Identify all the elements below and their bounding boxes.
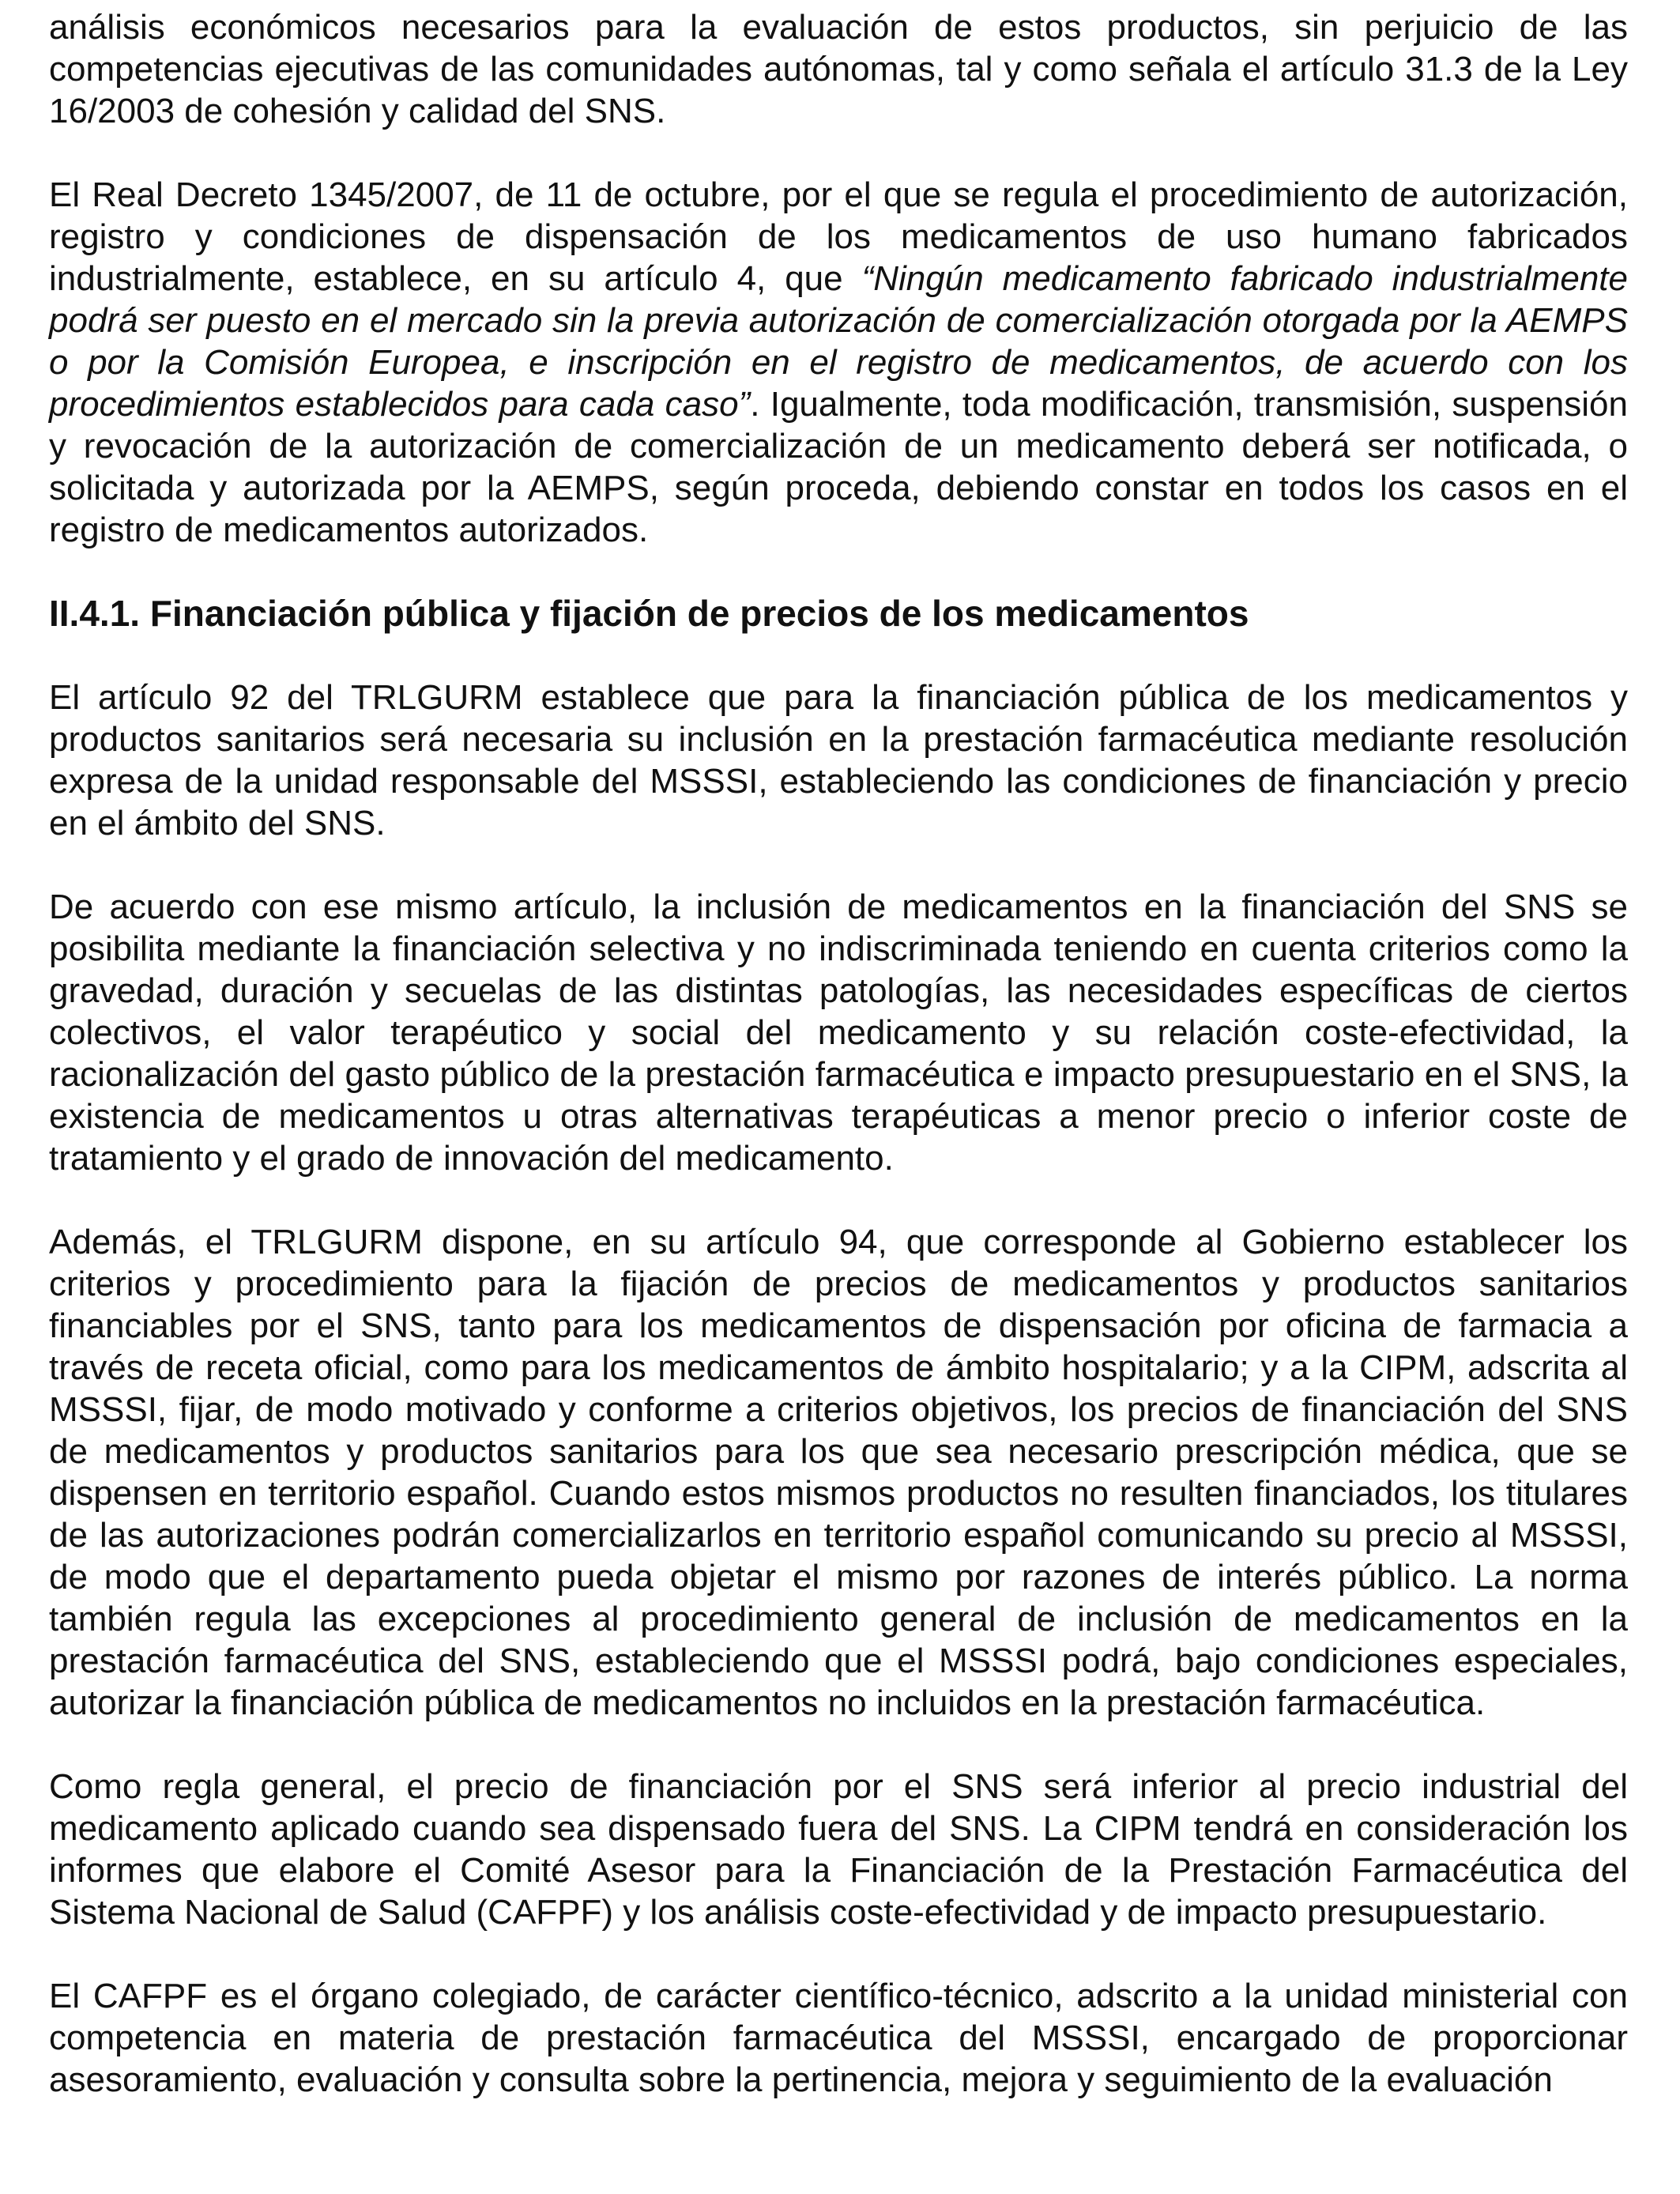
paragraph-real-decreto-rest: . Igualmente, toda modificación, transmisión, suspensión y revocación de la autorización de comercialización de un medicamento deberá ser notificada, o solicitada y autorizada por la AEMPS, según proceda, debiendo constar en todos los casos en el registro de medicamentos autorizados. [49, 385, 1628, 549]
document-page [49, 6, 1628, 2101]
paragraph-real-decreto-intro: El Real Decreto 1345/2007, de 11 de octubre, por el que se regula el procedimiento de autorización, registro y condiciones de dispensación de los medicamentos de uso humano fabricados industrialmente, establece, en su artículo 4, que [49, 175, 1628, 298]
paragraph-articulo-94: Además, el TRLGURM dispone, en su artículo 94, que corresponde al Gobierno establecer los criterios y procedimiento para la fijación de precios de medicamentos y productos sanitarios financiables por el SNS, tanto para los medicamentos de dispensación por oficina de farmacia a través de receta oficial, como para los medicamentos de ámbito hospitalario; y a la CIPM, adscrita al MSSSI, fijar, de modo motivado y conforme a criterios objetivos, los precios de financiación del SNS de medicamentos y productos sanitarios para los que sea necesario prescripción médica, que se dispensen en territorio español. Cuando estos mismos productos no resulten financiados, los titulares de las autorizaciones podrán comercializarlos en territorio español comunicando su precio al MSSSI, de modo que el departamento pueda objetar el mismo por razones de interés público. La norma también regula las excepciones al procedimiento general de inclusión de medicamentos en la prestación farmacéutica del SNS, estableciendo que el MSSSI podrá, bajo condiciones especiales, autorizar la financiación pública de medicamentos no incluidos en la prestación farmacéutica. [49, 1223, 1628, 1722]
section-heading: II.4.1. Financiación pública y fijación de precios de los medicamentos [49, 593, 1249, 634]
paragraph-real-decreto-quote: “Ningún medicamento fabricado industrialmente podrá ser puesto en el mercado sin la previa autorización de comercialización otorgada por la AEMPS o por la Comisión Europea, e inscripción en el registro de medicamentos, de acuerdo con los procedimientos establecidos para cada caso” [49, 259, 1628, 424]
paragraph-articulo-92: El artículo 92 del TRLGURM establece que para la financiación pública de los medicamentos y productos sanitarios será necesaria su inclusión en la prestación farmacéutica mediante resolución expresa de la unidad responsable del MSSSI, estableciendo las condiciones de financiación y precio en el ámbito del SNS. [49, 678, 1628, 843]
paragraph-precio-financiacion: Como regla general, el precio de financiación por el SNS será inferior al precio industrial del medicamento aplicado cuando sea dispensado fuera del SNS. La CIPM tendrá en consideración los informes que elabore el Comité Asesor para la Financiación de la Prestación Farmacéutica del Sistema Nacional de Salud (CAFPF) y los análisis coste-efectividad y de impacto presupuestario. [49, 1767, 1628, 1932]
paragraph-economic-analysis: análisis económicos necesarios para la evaluación de estos productos, sin perjuicio de las competencias ejecutivas de las comunidades autónomas, tal y como señala el artículo 31.3 de la Ley 16/2003 de cohesión y calidad del SNS. [49, 8, 1628, 130]
paragraph-financiacion-selectiva: De acuerdo con ese mismo artículo, la inclusión de medicamentos en la financiación del SNS se posibilita mediante la financiación selectiva y no indiscriminada teniendo en cuenta criterios como la gravedad, duración y secuelas de las distintas patologías, las necesidades específicas de ciertos colectivos, el valor terapéutico y social del medicamento y su relación coste-efectividad, la racionalización del gasto público de la prestación farmacéutica e impacto presupuestario en el SNS, la existencia de medicamentos u otras alternativas terapéuticas a menor precio o inferior coste de tratamiento y el grado de innovación del medicamento. [49, 888, 1628, 1178]
paragraph-real-decreto [49, 174, 1628, 551]
paragraph-cafpf: El CAFPF es el órgano colegiado, de carácter científico-técnico, adscrito a la unidad ministerial con competencia en materia de prestación farmacéutica del MSSSI, encargado de proporcionar asesoramiento, evaluación y consulta sobre la pertinencia, mejora y seguimiento de la evaluación [49, 1977, 1628, 2099]
